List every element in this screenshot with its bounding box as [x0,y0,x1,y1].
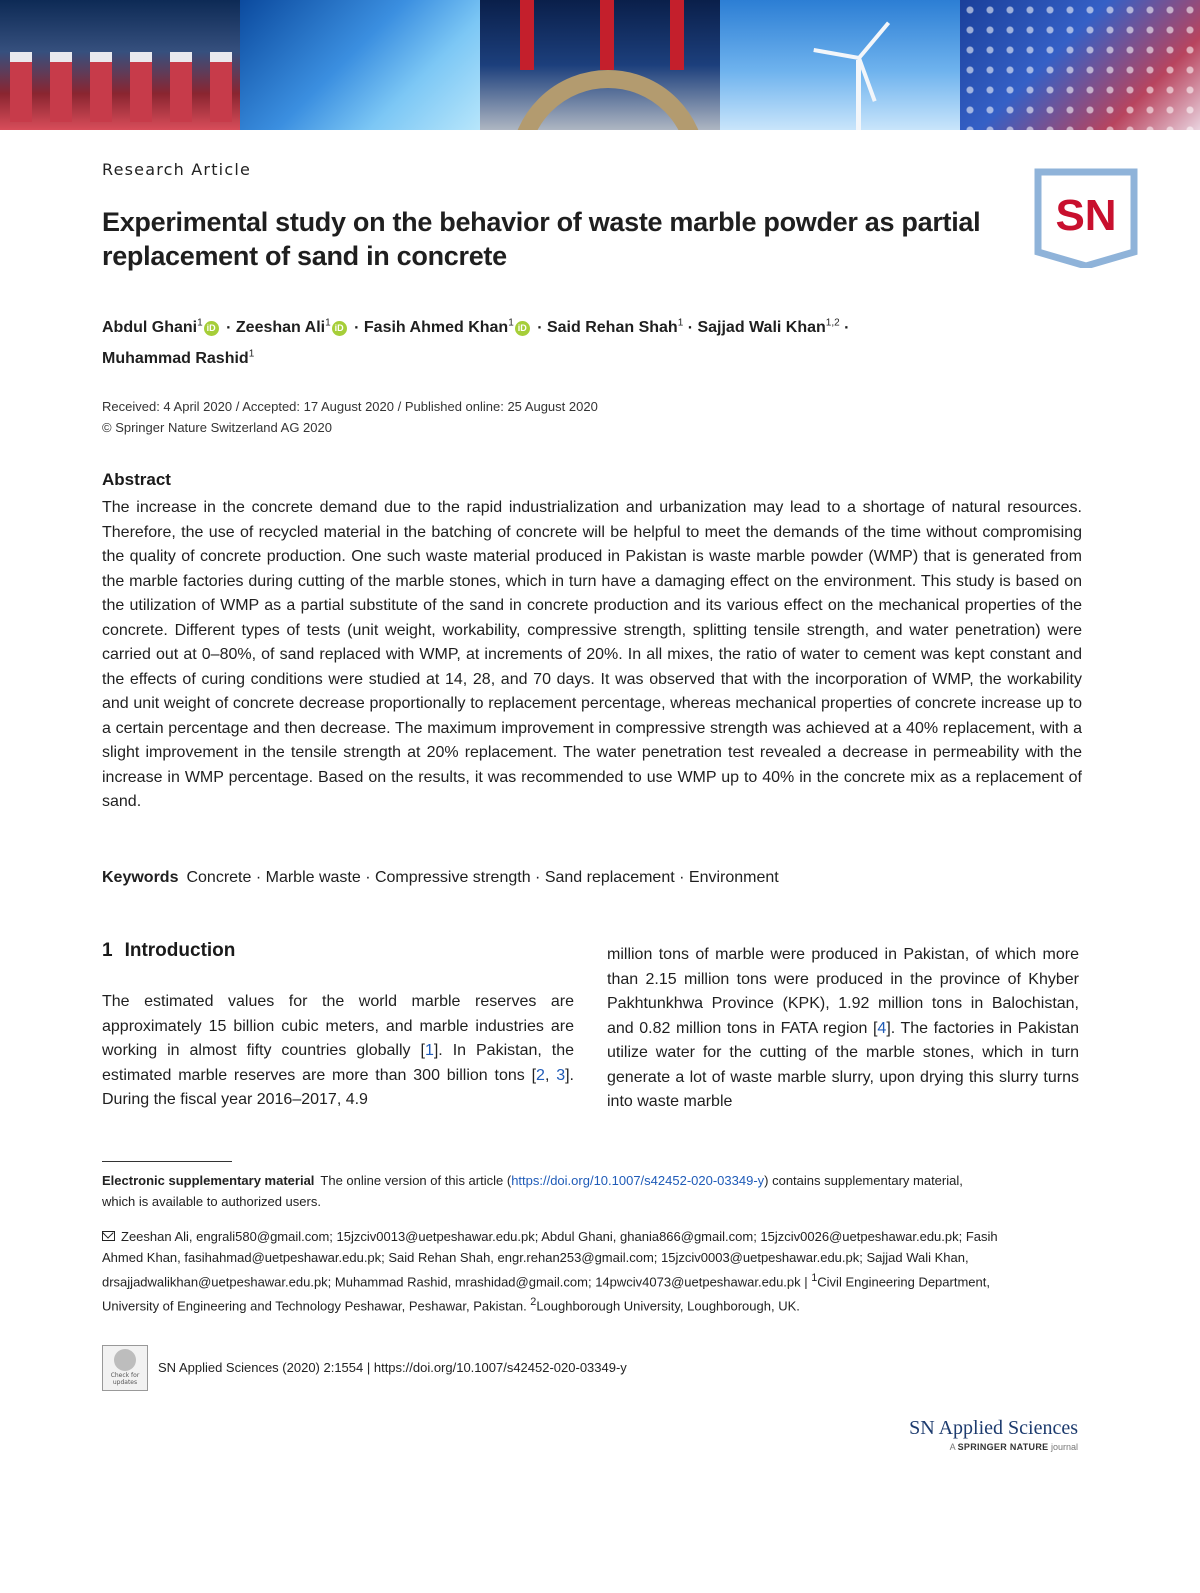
affiliation-1: Civil Engineering Department, University of Engineering and Technology Peshawar, Peshawar, Pakistan. [102,1274,990,1314]
body-text: ]. The factories in Pakistan utilize water for the cutting of the marble stones, which in turn generate a lot of waste marble slurry, upon drying this slurry turns into waste marble [607,1019,1079,1110]
section-number: 1 [102,940,113,961]
author-name: Said Rehan Shah$^1$ [546,318,684,337]
check-badge-label: Check for updates [110,1372,140,1386]
esm-footnote [102,1170,982,1212]
article-type: Research Article [102,160,252,179]
body-text: ]. During the fiscal year 2016–2017, 4.9 [102,1066,574,1108]
author-name: Muhammad Rashid$^1$ [102,348,255,367]
intro-column-left [102,990,574,1113]
esm-label: Electronic supplementary material [102,1173,315,1188]
keywords [102,869,779,887]
article-title: Experimental study on the behavior of waste marble powder as partial replacement of sand in concrete [102,207,981,271]
affiliation-2: Loughborough University, Loughborough, UK. [536,1298,800,1314]
esm-text: The online version of this article ( [320,1173,512,1188]
intro-column-right [607,943,1079,1115]
affiliation-marker: 2 [530,1296,537,1309]
correspondence-footnote [102,1226,1032,1317]
check-for-updates-badge[interactable] [102,1345,148,1391]
affiliation-marker: 1 [811,1272,818,1284]
section-title: Introduction [124,940,236,961]
body-text: million tons of marble were produced in Pakistan, of which more than 2.15 million tons were produced in the province of Khyber Pakhtunkhwa Province (KPK), 1.92 million tons in Balochistan, and 0.82 million tons in FATA region [ [607,946,1079,1037]
abstract-heading: Abstract [102,470,171,489]
sn-logo [1034,168,1138,268]
contact-emails: Zeeshan Ali, engrali580@gmail.com; 15jzciv0013@uetpeshawar.edu.pk; Abdul Ghani, ghania866@gmail.com; 15jzciv0026@uetpeshawar.edu.pk; Fasih Ahmed Khan, fasihahmad@uetpeshawar.edu.pk; Said Rehan Shah, engr.rehan253@gmail.com; 15jzciv0003@uetpeshawar.edu.pk; Sajjad Wali Khan, drsajjadwalikhan@uetpeshawar.edu.pk; Muhammad Rashid, mrashidad@gmail.com; 14pwciv4073@uetpeshawar.edu.pk | [102,1229,998,1290]
history-line: Received: 4 April 2020 / Accepted: 17 August 2020 / Published online: 25 August 2020 [102,399,598,414]
banner-image-wind-turbine [720,0,960,130]
publisher-line [909,1442,1078,1452]
orcid-icon[interactable]: iD [332,321,347,336]
body-text: , [544,1066,557,1084]
orcid-icon[interactable]: iD [515,321,530,336]
banner-image-molecular [960,0,1200,130]
author-name: Fasih Ahmed Khan$^1$ iD [364,319,533,336]
keywords-label: Keywords [102,869,179,886]
citation-link[interactable]: 4 [877,1019,887,1037]
citation-link[interactable]: 2 [536,1066,545,1084]
author-name: Sajjad Wali Khan$^{1,2}$ [697,318,840,337]
body-text: ]. In Pakistan, the estimated marble reserves are more than 300 billion tons [ [102,1042,575,1084]
citation-link[interactable]: 3 [556,1066,566,1084]
header-banner [0,0,1200,130]
orcid-icon[interactable]: iD [204,321,219,336]
publication-dates [102,396,598,438]
svg-text:SN: SN [1055,191,1117,240]
esm-text: ) contains supplementary material, which is available to authorized users. [102,1173,963,1209]
journal-branding [909,1417,1078,1452]
section-heading-introduction [102,940,235,962]
banner-image-machine [480,0,720,130]
banner-image-light [240,0,480,130]
footnote-divider [102,1161,232,1162]
author-name: Zeeshan Ali$^1$ iD [236,319,350,336]
body-text: The estimated values for the world marble reserves are approximately 15 billion cubic meters, and marble industries are working in almost fifty countries globally [ [102,993,574,1059]
journal-name: SN Applied Sciences [909,1417,1078,1439]
abstract-text: The increase in the concrete demand due to the rapid industrialization and urbanization may lead to a shortage of natural resources. Therefore, the use of recycled material in the batching of concrete will be helpful to meet the demands of the time without compromising the quality of concrete production. One such waste material produced in Pakistan is waste marble powder (WMP) that is generated from the marble factories during cutting of the marble stones, which in turn have a damaging effect on the environment. This study is based on the utilization of WMP as a partial substitute of the sand in concrete production and its various effect on the mechanical properties of the concrete. Different types of tests (unit weight, workability, compressive strength, splitting tensile strength, and water penetration) were carried out at 0–80%, of sand replaced with WMP, at increments of 20%. In all mixes, the ratio of water to cement was kept constant and the effects of curing conditions were studied at 14, 28, and 70 days. It was observed that with the incorporation of WMP, the workability and unit weight of concrete decrease proportionally to replacement percentage, whereas mechanical properties of concrete increase up to a certain percentage and then decrease. The maximum improvement in compressive strength was achieved at a 40% replacement, with a slight improvement in the tensile strength at 20% replacement. The water penetration test revealed a decrease in permeability with the increase in WMP percentage. Based on the results, it was recommended to use WMP up to 40% in the concrete mix as a replacement of sand. [102,499,1082,810]
copyright-line: © Springer Nature Switzerland AG 2020 [102,420,332,435]
publisher-suffix: journal [1050,1442,1078,1452]
author-name: Abdul Ghani$^1$ iD [102,319,222,336]
author-list: Abdul Ghani$^1$ iD · Zeeshan Ali$^1$ iD · Fasih Ahmed Khan$^1$ iD · Said Rehan Shah$^1$ · Sajjad Wali Khan$^{1,2}$ · Muhammad Rashid$^1$ [102,318,850,367]
publisher-prefix: A [949,1442,956,1452]
bookmark-icon [114,1349,136,1371]
keywords-text: Concrete · Marble waste · Compressive strength · Sand replacement · Environment [186,869,779,886]
envelope-icon [102,1231,115,1241]
banner-image-lab [0,0,240,130]
citation-line: SN Applied Sciences (2020) 2:1554 | https://doi.org/10.1007/s42452-020-03349-y [158,1360,627,1375]
citation-link[interactable]: 1 [424,1042,434,1059]
doi-link[interactable]: https://doi.org/10.1007/s42452-020-03349-y [511,1173,765,1188]
publisher-brand: SPRINGER NATURE [957,1442,1049,1452]
